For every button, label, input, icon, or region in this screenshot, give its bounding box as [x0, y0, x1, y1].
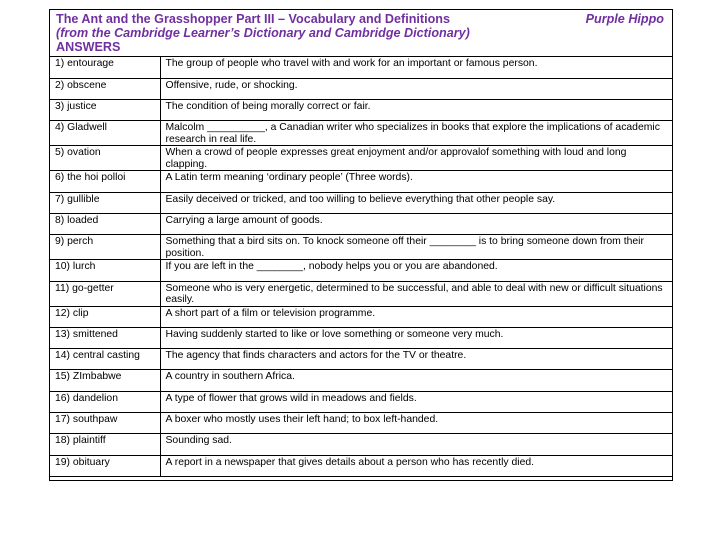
definition-cell: A boxer who mostly uses their left hand; to box left-handed. [160, 413, 672, 434]
term-cell: 17) southpaw [50, 413, 160, 434]
definition-cell: The group of people who travel with and work for an important or famous person. [165, 58, 538, 69]
table-row [50, 192, 672, 213]
definition-cell: Malcolm __________, a Canadian writer who specializes in books that explore the implications of academic research in real life. [160, 121, 672, 146]
term-cell: 6) the hoi polloi [50, 171, 160, 192]
table-row [50, 349, 672, 370]
table-row [50, 434, 672, 455]
term-cell: 8) loaded [50, 213, 160, 234]
sheet-header [50, 10, 672, 57]
table-row [50, 413, 672, 434]
definition-cell: The agency that finds characters and actors for the TV or theatre. [160, 349, 672, 370]
definition-cell: Having suddenly started to like or love something or someone very much. [160, 327, 672, 348]
vocabulary-table [50, 57, 672, 476]
vocabulary-sheet [49, 9, 673, 481]
table-bottom-border [50, 476, 672, 480]
table-row [50, 235, 672, 260]
term-cell: 14) central casting [50, 349, 160, 370]
definition-cell: A country in southern Africa. [160, 370, 672, 391]
term-cell: 15) ZImbabwe [50, 370, 160, 391]
term-cell: 7) gullible [50, 192, 160, 213]
term-cell: 12) clip [50, 306, 160, 327]
term-cell: 5) ovation [50, 146, 160, 171]
term-cell: 11) go-getter [50, 281, 160, 306]
table-row [50, 391, 672, 412]
table-row [50, 121, 672, 146]
brand-label: Purple Hippo [585, 12, 664, 26]
term-cell: 13) smittened [50, 327, 160, 348]
definition-cell: Sounding sad. [160, 434, 672, 455]
definition-cell: A short part of a film or television programme. [160, 306, 672, 327]
table-row [50, 260, 672, 281]
definition-cell: When a crowd of people expresses great enjoyment and/or approvalof something with loud and long clapping. [160, 146, 672, 171]
table-row [50, 327, 672, 348]
definition-cell: Carrying a large amount of goods. [160, 213, 672, 234]
table-row [50, 281, 672, 306]
table-row [50, 213, 672, 234]
sheet-subtitle: (from the Cambridge Learner’s Dictionary and Cambridge Dictionary) [56, 26, 470, 40]
definition-cell: Offensive, rude, or shocking. [160, 78, 672, 99]
term-cell: 1) entourage [50, 57, 160, 78]
table-row [50, 146, 672, 171]
table-row [50, 78, 672, 99]
term-cell: 18) plaintiff [50, 434, 160, 455]
term-cell: 4) Gladwell [50, 121, 160, 146]
table-row [50, 370, 672, 391]
term-cell: 16) dandelion [50, 391, 160, 412]
definition-cell: The condition of being morally correct or fair. [160, 100, 672, 121]
answers-label: ANSWERS [56, 40, 121, 54]
definition-cell: Something that a bird sits on. To knock someone off their ________ is to bring someone down from their position. [160, 235, 672, 260]
term-cell: 10) lurch [50, 260, 160, 281]
definition-cell: A report in a newspaper that gives details about a person who has recently died. [160, 455, 672, 476]
definition-cell: Someone who is very energetic, determined to be successful, and able to deal with new or difficult situations easily. [160, 281, 672, 306]
term-cell: 9) perch [50, 235, 160, 260]
table-row [50, 100, 672, 121]
sheet-title: The Ant and the Grasshopper Part III – Vocabulary and Definitions [56, 12, 450, 26]
definition-cell: Easily deceived or tricked, and too willing to believe everything that other people say. [160, 192, 672, 213]
definition-cell: A type of flower that grows wild in meadows and fields. [160, 391, 672, 412]
table-row [50, 171, 672, 192]
table-row [50, 57, 672, 78]
term-cell: 2) obscene [50, 78, 160, 99]
definition-cell: If you are left in the ________, nobody helps you or you are abandoned. [160, 260, 672, 281]
definition-cell: A Latin term meaning ‘ordinary people’ (Three words). [160, 171, 672, 192]
term-cell: 3) justice [50, 100, 160, 121]
table-row [50, 455, 672, 476]
term-cell: 19) obituary [50, 455, 160, 476]
table-row [50, 306, 672, 327]
